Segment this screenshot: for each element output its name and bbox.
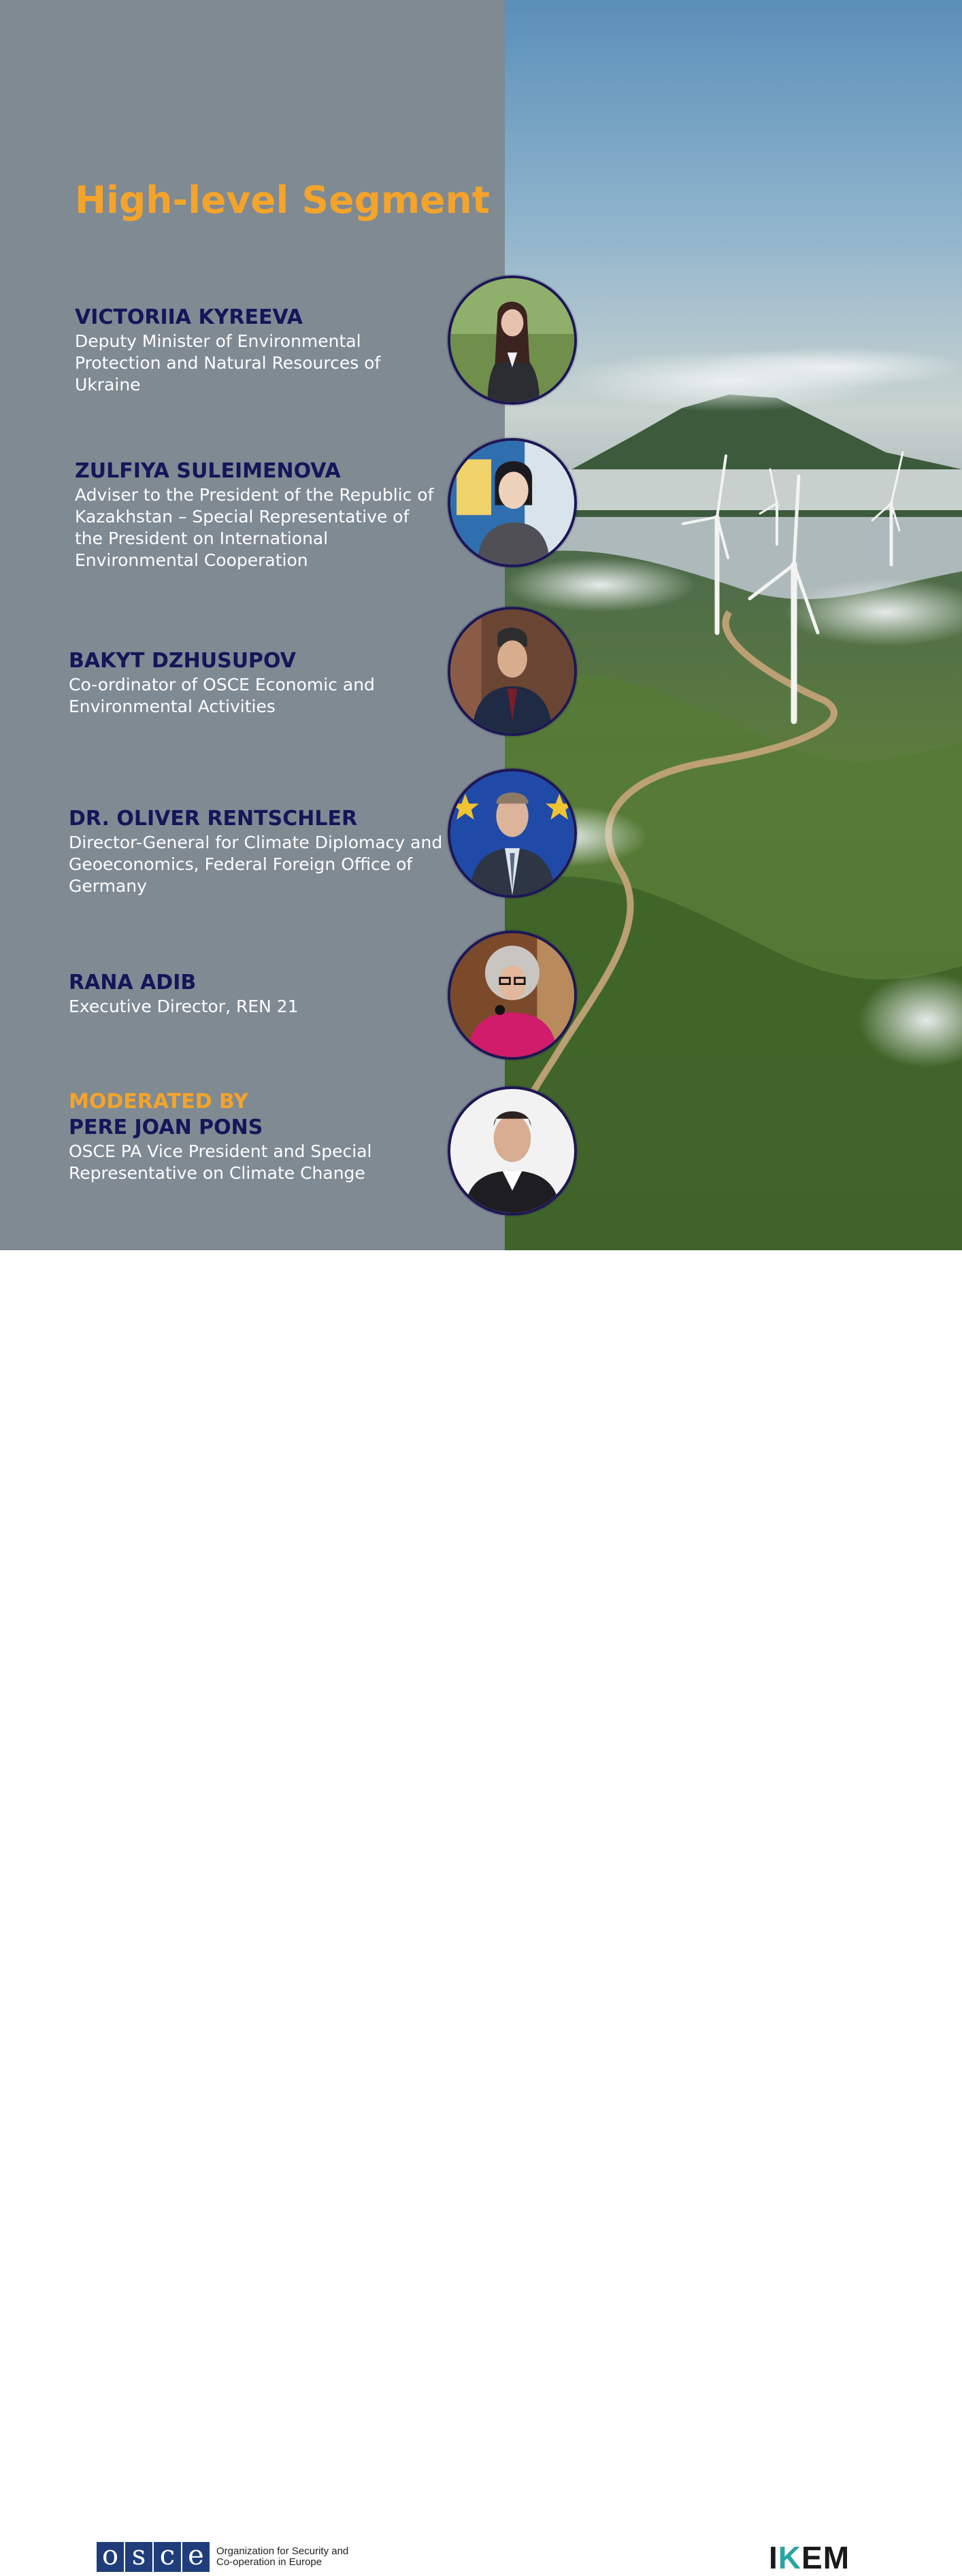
portrait-photo-rana-adib (448, 931, 577, 1060)
ikem-letters-em: EM (801, 2540, 850, 2575)
speaker-role: Director-General for Climate Diplomacy and Geoeconomics, Federal Foreign Office of Germany (69, 833, 443, 896)
portrait-photo-icon (450, 609, 574, 733)
speaker-name: VICTORIIA KYREEVA (75, 305, 303, 329)
osce-logo (97, 2542, 348, 2572)
osce-organization-name: Organization for Security and Co-operation in Europe (216, 2545, 349, 2568)
portrait-photo-oliver-rentschler (448, 769, 577, 898)
segment-title: High-level Segment (75, 178, 490, 222)
ikem-letter-k: K (778, 2540, 802, 2575)
speaker-name: DR. OLIVER RENTSCHLER (69, 807, 358, 831)
moderator-role: OSCE PA Vice President and Special Representative on Climate Change (69, 1141, 372, 1183)
portrait-photo-icon (450, 278, 574, 402)
speaker-name: BAKYT DZHUSUPOV (69, 649, 296, 673)
speaker-role: Deputy Minister of Environmental Protection and Natural Resources of Ukraine (75, 331, 381, 395)
osce-letter: o (97, 2542, 124, 2572)
left-panel (0, 0, 505, 1250)
moderated-by-label: MODERATED BY (69, 1090, 248, 1114)
speaker-1 (75, 305, 456, 396)
portrait-photo-zulfiya-suleimenova (448, 438, 577, 567)
speaker-5 (69, 970, 450, 1018)
portrait-photo-victoriia-kyreeva (448, 275, 577, 405)
portrait-photo-icon (450, 1089, 574, 1213)
speaker-3 (69, 648, 450, 718)
portrait-photo-bakyt-dzhusupov (448, 607, 577, 736)
speaker-role: Adviser to the President of the Republic of Kazakhstan – Special Representative of the President on International Environmental Cooperation (75, 485, 434, 570)
landscape-illustration (505, 0, 962, 1250)
portrait-photo-icon (450, 933, 574, 1057)
osce-wordmark (97, 2542, 211, 2572)
moderator (69, 1089, 450, 1184)
speaker-role: Co-ordinator of OSCE Economic and Environmental Activities (69, 675, 375, 716)
poster (0, 0, 962, 1250)
speaker-role: Executive Director, REN 21 (69, 997, 299, 1016)
speaker-name: RANA ADIB (69, 971, 197, 994)
footer (0, 1250, 962, 2575)
speaker-4 (69, 806, 450, 897)
ikem-letter-i: I (769, 2540, 778, 2575)
speaker-2 (75, 458, 456, 571)
portrait-photo-pere-joan-pons (448, 1086, 577, 1216)
osce-letter: s (125, 2542, 152, 2572)
portrait-photo-icon (450, 771, 574, 895)
ikem-logo (769, 2539, 850, 2576)
moderator-name: PERE JOAN PONS (69, 1116, 263, 1139)
wind-turbine-landscape-image (505, 0, 962, 1250)
portrait-photo-icon (450, 441, 574, 565)
speaker-name: ZULFIYA SULEIMENOVA (75, 459, 341, 483)
osce-letter: c (154, 2542, 181, 2572)
osce-letter: e (182, 2542, 210, 2572)
